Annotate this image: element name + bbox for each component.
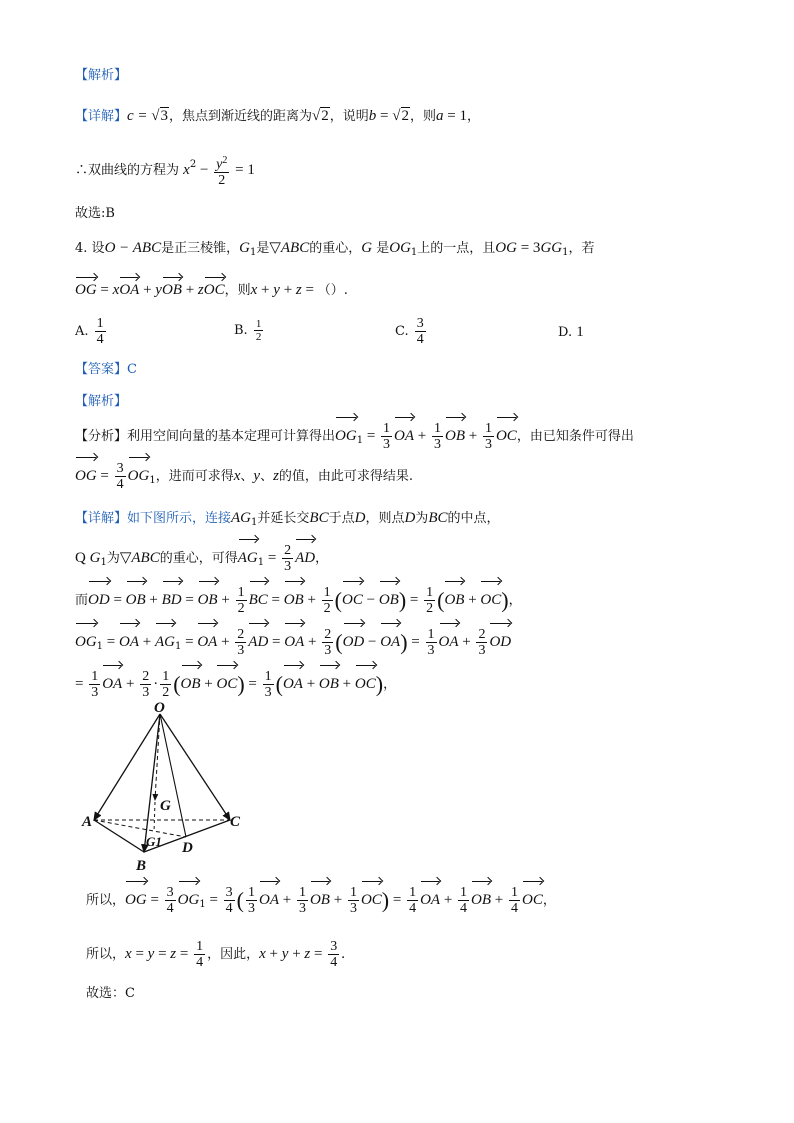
question-4-line-1: 4. 设O − ABC是正三棱锥，$G_1$是▽ABC的重心，G 是$OG_1$上的一点，且OG = $3GG_1$，若 [75, 240, 595, 258]
option-d[interactable]: D. 1 [558, 324, 584, 340]
segment-gg1 [154, 802, 155, 832]
label-c: C [230, 814, 241, 830]
analysis-line-2: OG = $\frac{3}{4}$ $OG_1$，进而可求得x、y、z的值，由此可求得结果. [75, 461, 414, 492]
hyperbola-equation-line: ∴双曲线的方程为 $x^2$ − $\frac{y^2}{2}$ = 1 [75, 155, 255, 188]
detail-line-3: Q $G_1$为▽ABC的重心，可得$AG_1$ = $\frac{2}{3}$ AD， [75, 543, 329, 574]
therefore-line-2: 所以，x = y = z = $\frac{1}{4}$ ，因此，x + y + z = $\frac{3}{4}$ . [86, 939, 345, 970]
option-b[interactable]: B. $\frac{1}{2}$ [234, 318, 262, 343]
therefore-line-1: 所以，OG = $\frac{3}{4}$ $OG_1$ = $\frac{3}{4}$ ( $\frac{1}{3}$ OA + $\frac{1}{3}$ OB + $\frac{1}{3}$ OC) = $\frac{1}{4}$ OA + $\frac{1}{4}$ OB + $\frac{1}{4}$ OC， [86, 885, 556, 916]
detail-line-1: 【详解】c = √3，焦点到渐近线的距离为√2，说明b = √2，则a = 1， [75, 108, 480, 124]
tetrahedron-figure [80, 702, 250, 874]
label-b: B [136, 858, 147, 874]
detail-line-5: $OG_1$ = OA + $AG_1$ = OA + $\frac{2}{3}$ AD = OA + $\frac{2}{3}$ (OD − OA) = $\frac{1}{3}$ OA + $\frac{2}{3}$ OD [75, 627, 512, 658]
answer-heading: 【答案】C [75, 362, 137, 377]
option-a[interactable]: A. $\frac{1}{4}$ [75, 316, 104, 347]
edge-ab [94, 820, 144, 852]
label-o: O [154, 702, 165, 716]
label-d: D [182, 840, 193, 856]
analysis-line-1: 【分析】利用空间向量的基本定理可计算得出$OG_1$ = $\frac{1}{3}$ OA + $\frac{1}{3}$ OB + $\frac{1}{3}$ OC，由已知条件可得出 [75, 421, 634, 452]
segment-og [155, 714, 160, 800]
label-g: G [160, 798, 171, 814]
label-g1: G1 [146, 834, 162, 849]
analysis-heading-2: 【解析】 [75, 394, 128, 409]
question-4-line-2: OG = xOA + yOB + zOC，则x + y + z = （）. [75, 282, 348, 298]
detail-line-4: 而OD = OB + BD = OB + $\frac{1}{2}$ BC = OB + $\frac{1}{2}$ (OC − OB) = $\frac{1}{2}$ (OB + OC)， [75, 585, 522, 616]
option-c[interactable]: C. $\frac{3}{4}$ [395, 316, 424, 347]
analysis-heading-1: 【解析】 [75, 68, 128, 83]
detail-line-2: 【详解】如下图所示，连接$AG_1$并延长交BC于点D，则点D为BC的中点， [75, 510, 500, 528]
label-a: A [82, 814, 93, 830]
answer-select-b: 故选:B [75, 206, 115, 221]
detail-line-6: = $\frac{1}{3}$ OA + $\frac{2}{3}$ · $\frac{1}{2}$ (OB + OC) = $\frac{1}{3}$ (OA + OB + OC)， [75, 669, 397, 700]
answer-select-c: 故选：C [86, 986, 135, 1001]
edge-od [160, 714, 186, 837]
